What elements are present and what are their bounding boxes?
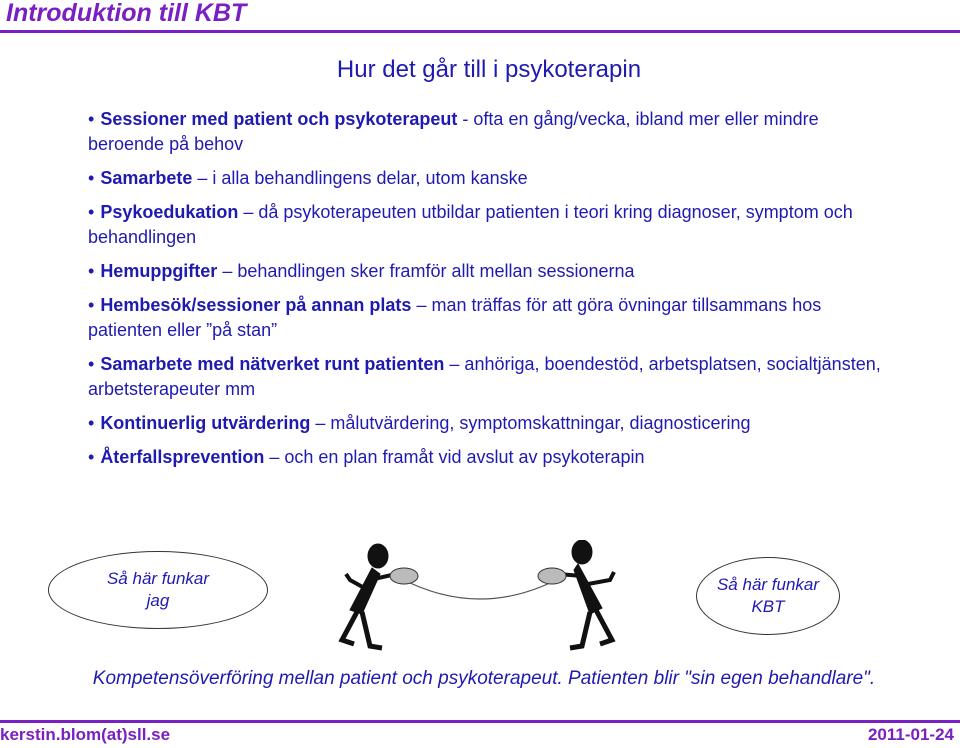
slide-title: Hur det går till i psykoterapin bbox=[336, 56, 642, 83]
cloud-right-line2: KBT bbox=[751, 597, 785, 616]
bullet-item: • Hemuppgifter – behandlingen sker framför allt mellan sessionerna bbox=[88, 261, 635, 281]
bullet-item: • Samarbete med nätverket runt patienten – anhöriga, boendestöd, arbetsplatsen, socialtjänsten, arbetsterapeuter mm bbox=[88, 354, 881, 399]
figure-right bbox=[538, 540, 614, 648]
tin-can-telephone-illustration bbox=[320, 540, 650, 660]
bullet-heading: Hemuppgifter bbox=[100, 261, 218, 281]
bullet-heading: Samarbete med nätverket runt patienten bbox=[100, 354, 445, 374]
bullet-text: – anhöriga, boendestöd, arbetsplatsen, socialtjänsten, arbetsterapeuter mm bbox=[88, 354, 881, 399]
summary-text: Kompetensöverföring mellan patient och psykoterapeut. Patienten blir "sin egen behandlare". bbox=[92, 668, 876, 689]
bullet-text: – i alla behandlingens delar, utom kanske bbox=[192, 168, 528, 188]
header-title: Introduktion till KBT bbox=[6, 0, 247, 27]
bullet-item: • Hembesök/sessioner på annan plats – man träffas för att göra övningar tillsammans hos patienten eller ”på stan” bbox=[88, 295, 822, 340]
thought-cloud-right bbox=[696, 557, 840, 635]
thought-cloud-left bbox=[48, 551, 268, 629]
cloud-left-line1: Så här funkar bbox=[106, 569, 210, 588]
bullet-item: • Sessioner med patient och psykoterapeut - ofta en gång/vecka, ibland mer eller mindre beroende på behov bbox=[88, 109, 819, 154]
bullet-heading: Kontinuerlig utvärdering bbox=[100, 413, 311, 433]
cloud-right-line1: Så här funkar bbox=[716, 575, 820, 594]
footer-email: kerstin.blom(at)sll.se bbox=[0, 725, 171, 744]
bullet-item: • Psykoedukation – då psykoterapeuten utbildar patienten i teori kring diagnoser, symptom och behandlingen bbox=[88, 202, 853, 247]
bullet-heading: Psykoedukation bbox=[100, 202, 239, 222]
bullet-item: • Kontinuerlig utvärdering – målutvärdering, symptomskattningar, diagnosticering bbox=[88, 413, 751, 433]
bullet-text: – man träffas för att göra övningar tillsammans hos patienten eller ”på stan” bbox=[88, 295, 822, 340]
bullet-text: - ofta en gång/vecka, ibland mer eller mindre beroende på behov bbox=[88, 109, 819, 154]
bullet-heading: Sessioner med patient och psykoterapeut bbox=[100, 109, 458, 129]
header-divider bbox=[0, 30, 960, 33]
bullet-heading: Hembesök/sessioner på annan plats bbox=[100, 295, 412, 315]
bullet-text: – behandlingen sker framför allt mellan sessionerna bbox=[217, 261, 635, 281]
figure-left bbox=[342, 544, 418, 648]
bullet-text: – och en plan framåt vid avslut av psykoterapin bbox=[264, 447, 645, 467]
bullet-item: • Återfallsprevention – och en plan framåt vid avslut av psykoterapin bbox=[88, 447, 645, 467]
bullet-text: – då psykoterapeuten utbildar patienten i teori kring diagnoser, symptom och behandlingen bbox=[88, 202, 853, 247]
bullet-text: – målutvärdering, symptomskattningar, diagnosticering bbox=[310, 413, 751, 433]
string-line bbox=[400, 578, 560, 599]
bullet-heading: Återfallsprevention bbox=[100, 447, 265, 467]
footer-divider bbox=[0, 720, 960, 723]
cloud-left-line2: jag bbox=[146, 591, 170, 610]
bullet-list bbox=[88, 107, 888, 479]
bullet-heading: Samarbete bbox=[100, 168, 193, 188]
bullet-item: • Samarbete – i alla behandlingens delar, utom kanske bbox=[88, 168, 528, 188]
footer-date: 2011-01-24 bbox=[867, 725, 954, 744]
